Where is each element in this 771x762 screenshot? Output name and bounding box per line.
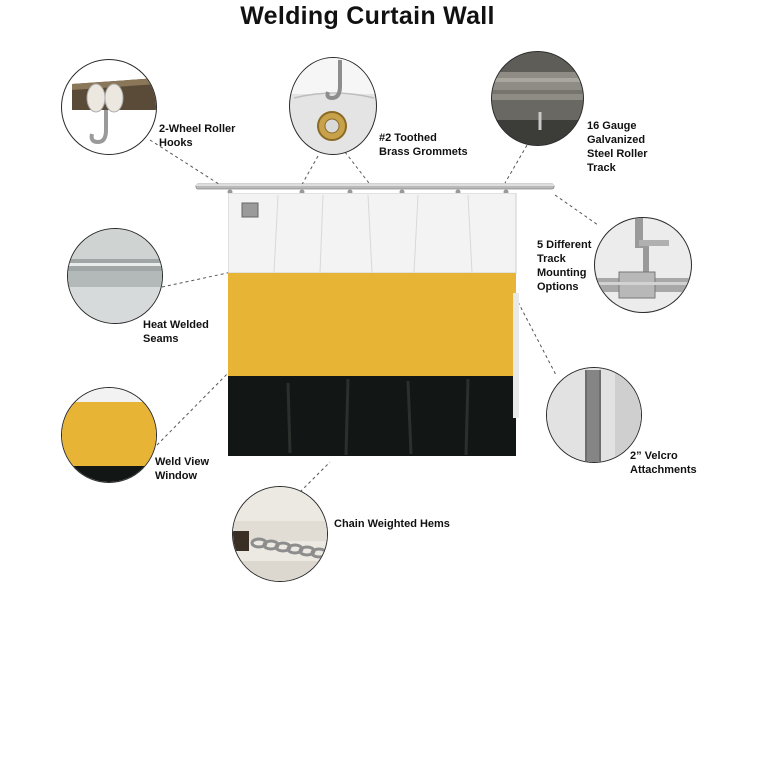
velcro-label [630,449,697,477]
window-label [155,455,209,483]
leader-hems [300,462,330,492]
roller-hooks-label-line-1: 2-Wheel Roller [159,123,236,135]
seams-label-line-1: Heat Welded [143,319,209,331]
roller-hooks-label-line-2: Hooks [159,137,193,149]
roller-hooks-label [159,122,235,150]
top-strip [228,193,516,273]
velcro-detail [546,367,642,463]
weld-view-window [228,273,516,376]
leader-track [505,140,530,183]
welding-curtain [228,193,519,461]
mounting-label-line-2: Track [537,253,566,265]
window-label-line-2: Window [155,470,198,482]
leader-mounting [555,195,598,225]
track-detail [491,51,584,146]
warning-label [242,203,258,217]
track-label [587,119,648,175]
grommets-label [379,131,468,159]
track-label-line-4: Track [587,162,616,174]
velcro-label-line-1: 2” Velcro [630,450,678,462]
black-panel [228,376,516,456]
grommets-label-line-2: Brass Grommets [379,146,468,158]
track-label-line-3: Steel Roller [587,148,648,160]
mounting-label-line-1: 5 Different [537,239,592,251]
seams-label [143,318,209,346]
hems-label [334,517,450,531]
mounting-label-line-4: Options [537,281,579,293]
grommets-label-line-1: #2 Toothed [379,132,437,144]
grommets-detail [289,57,377,155]
window-detail [61,387,157,483]
leader-window [157,365,236,445]
leader-velcro [518,302,556,375]
track-label-line-2: Galvanized [587,134,646,146]
window-label-line-1: Weld View [155,456,210,468]
seams-label-line-2: Seams [143,333,179,345]
mounting-detail [594,217,692,313]
diagram-title: Welding Curtain Wall [240,2,495,30]
velcro-label-line-2: Attachments [630,464,697,476]
hems-label-line-1: Chain Weighted Hems [334,518,450,530]
mounting-label [537,238,591,294]
mounting-label-line-3: Mounting [537,267,587,279]
hems-detail [232,486,328,582]
roller-hooks-detail [61,59,157,155]
seams-detail [67,228,163,324]
track-label-line-1: 16 Gauge [587,120,637,132]
leader-seams [162,272,232,287]
